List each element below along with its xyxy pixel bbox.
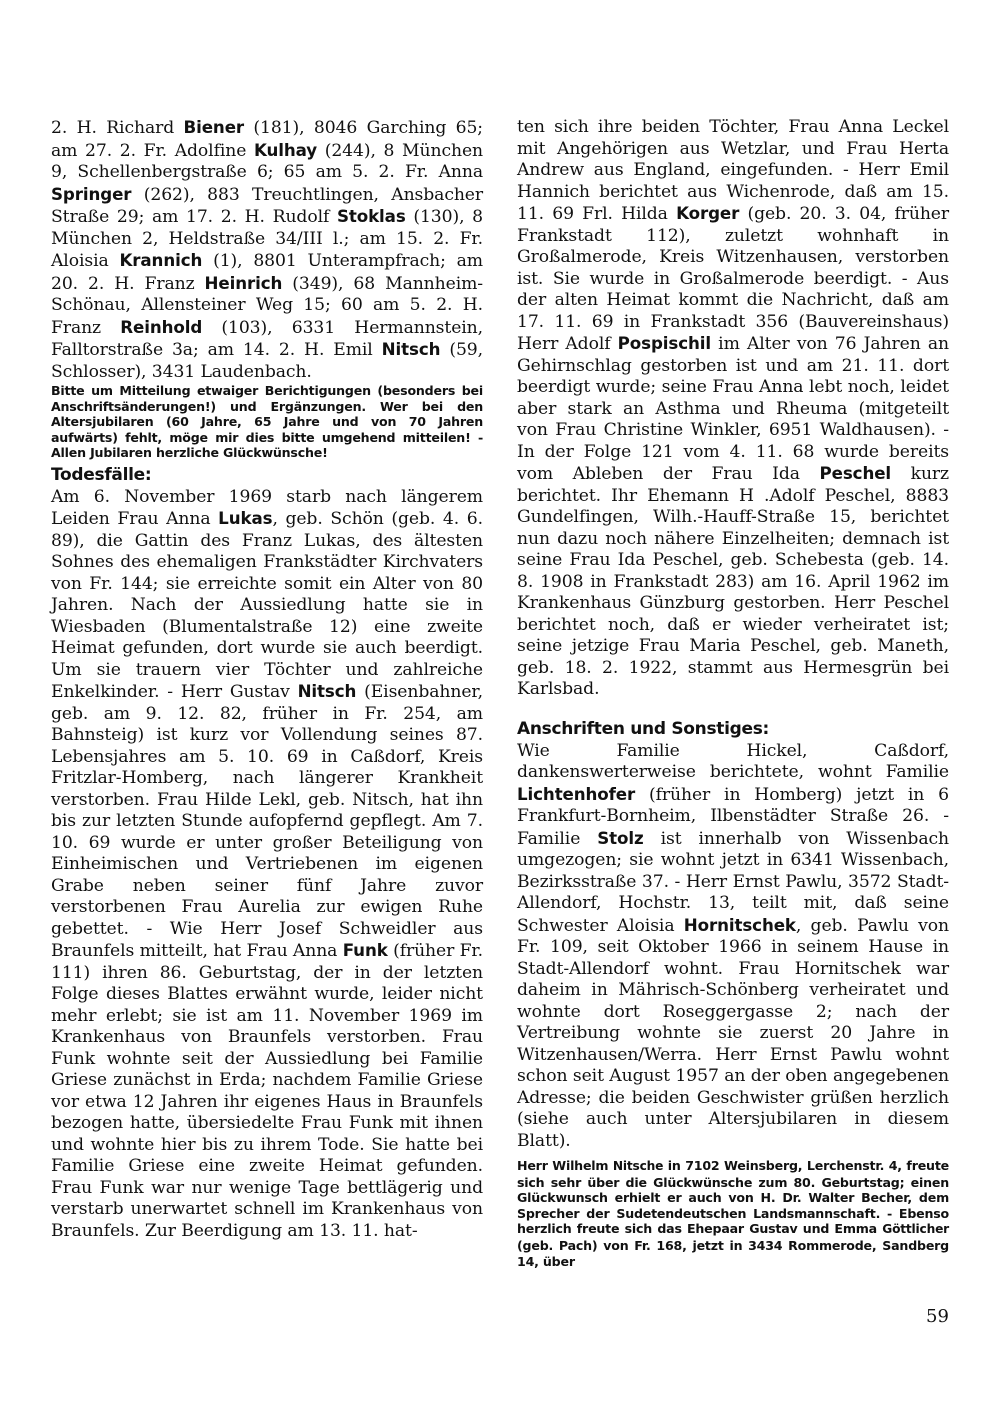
addresses-paragraph: Wie Familie Hickel, Caßdorf, dankenswerterweise berichtete, wohnt Familie Lichtenhofer (früher in Homberg) jetzt in 6 Frankfurt-Bornheim, Ilbenstädter Straße 26. - Familie Stolz ist innerhalb von Wissenbach umgezogen; sie wohnt jetzt in 6341 Wissenbach, Bezirksstraße 37. - Herr Ernst Pawlu, 3572 Stadt-Allendorf, Hochstr. 13, teilt mit, daß seine Schwester Aloisia Hornitschek, geb. Pawlu von Fr. 109, seit Oktober 1966 in seinem Hause in Stadt-Allendorf wohnt. Frau Hornitschek war daheim in Mährisch-Schönberg verheiratet und wohnte dort Roseggergasse 2; nach der Vertreibung wohnte sie zuerst 20 Jahre in Witzenhausen/Werra. Herr Ernst Pawlu wohnt schon seit August 1957 an der oben angegebenen Adresse; die beiden Geschwister grüßen herzlich (siehe auch unter Altersjubilaren in diesem Blatt). — [517, 740, 949, 1151]
bold-name: Peschel — [819, 464, 892, 483]
bold-name: Nitsch — [381, 340, 441, 359]
deaths-continued-paragraph: ten sich ihre beiden Töchter, Frau Anna Leckel mit Angehörigen aus Wetzlar, und Frau Herta Andrew aus England, eingefunden. - Herr Emil Hannich berichtet aus Wichenrode, daß am 15. 11. 69 Frl. Hilda Korger (geb. 20. 3. 04, früher Frankstadt 112), zuletzt wohnhaft in Großalmerode, Kreis Witzenhausen, verstorben ist. Sie wurde in Großalmerode beerdigt. - Aus der alten Heimat kommt die Nachricht, daß am 17. 11. 69 in Frankstadt 356 (Bauvereinshaus) Herr Adolf Pospischil im Alter von 76 Jahren an Gehirnschlag gestorben ist und am 21. 11. dort beerdigt wurde; seine Frau Anna lebt noch, leidet aber stark an Asthma und Rheuma (mitgeteilt von Frau Christine Winkler, 6951 Waldhausen). - In der Folge 121 vom 4. 11. 68 wurde bereits vom Ableben der Frau Ida Peschel kurz berichtet. Ihr Ehemann H .Adolf Peschel, 8883 Gundelfingen, Wilh.-Hauff-Straße 15, berichtet nun dazu noch nähere Einzelheiten; demnach ist seine Frau Ida Peschel, geb. Schebesta (geb. 14. 8. 1908 in Frankstadt 283) am 16. April 1962 im Krankenhaus Günzburg gestorben. Herr Peschel berichtet noch, daß er wieder verheiratet ist; seine jetzige Frau Maria Peschel, geb. Maneth, geb. 18. 2. 1922, stammt aus Hermesgrün bei Karlsbad. — [517, 117, 949, 699]
bold-name: Lukas — [218, 509, 273, 529]
final-small-paragraph: Herr Wilhelm Nitsche in 7102 Weinsberg, Lerchenstr. 4, freute sich sehr über die Glückwünsche zum 80. Geburtstag; einen Glückwunsch erhielt er auch von H. Dr. Walter Becher, dem Sprecher der Sudetendeutschen Landsmannschaft. - Ebenso herzlich freute sich das Ehepaar Gustav und Emma Göttlicher (geb. Pach) von Fr. 168, jetzt in 3434 Rommerode, Sandberg 14, über — [517, 1158, 949, 1269]
deaths-paragraph: Am 6. November 1969 starb nach längerem Leiden Frau Anna Lukas, geb. Schön (geb. 4. 6. 89), die Gattin des Franz Lukas, des ältesten Sohnes des ehemaligen Frankstädter Kirchvaters von Fr. 144; sie erreichte somit ein Alter von 80 Jahren. Nach der Aussiedlung hatte sie in Wiesbaden (Blumentalstraße 12) eine zweite Heimat gefunden, dort wurde sie auch beerdigt. Um sie trauern vier Töchter und zahlreiche Enkelkinder. - Herr Gustav Nitsch (Eisenbahner, geb. am 9. 12. 82, früher in Fr. 254, am Bahnsteig) ist kurz vor Vollendung seines 87. Lebensjahres am 5. 10. 69 in Caßdorf, Kreis Fritzlar-Homberg, nach längerer Krankheit verstorben. Frau Hilde Lekl, geb. Nitsch, hat ihn bis zur letzten Stunde aufopfernd gepflegt. Am 7. 10. 69 wurde er unter großer Beteiligung von Einheimischen und Vertriebenen im eigenen Grabe neben seiner fünf Jahre zuvor verstorbenen Frau Aurelia zur ewigen Ruhe gebettet. - Wie Herr Josef Schweidler aus Braunfels mitteilt, hat Frau Anna Funk (früher Fr. 111) ihren 86. Geburtstag, der in der letzten Folge dieses Blattes erwähnt wurde, leider nicht mehr erlebt; sie ist am 11. November 1969 im Krankenhaus von Braunfels verstorben. Frau Funk wohnte seit der Aussiedlung bei Familie Griese zunächst in Erda; nachdem Familie Griese vor etwa 12 Jahren ihr eigenes Haus in Braunfels bezogen hatte, übersiedelte Frau Funk mit ihnen und wohnte hier bis zu ihrem Tode. Sie hatte bei Familie Griese eine zweite Heimat gefunden. Frau Funk war nur wenige Tage bettlägerig und verstarb unerwartet schnell im Krankenhaus von Braunfels. Zur Beerdigung am 13. 11. hat- — [51, 486, 483, 1241]
left-column — [51, 117, 483, 1242]
right-column — [517, 117, 949, 1269]
bold-name: Korger — [676, 204, 740, 223]
bold-name: Stoklas — [336, 207, 406, 226]
bold-name: Hornitschek — [683, 915, 796, 935]
addresses-heading: Anschriften und Sonstiges: — [517, 718, 770, 739]
bold-name: Nitsche — [612, 1159, 664, 1173]
birthdays-paragraph: 2. H. Richard Biener (181), 8046 Garching 65; am 27. 2. Fr. Adolfine Kulhay (244), 8 München 9, Schellenbergstraße 6; 65 am 5. 2. Fr. Anna Springer (262), 883 Treuchtlingen, Ansbacher Straße 29; am 17. 2. H. Rudolf Stoklas (130), 8 München 2, Heldstraße 34/III l.; am 15. 2. Fr. Aloisia Krannich (1), 8801 Unterampfrach; am 20. 2. H. Franz Heinrich (349), 68 Mannheim-Schönau, Allensteiner Weg 15; 60 am 5. 2. H. Franz Reinhold (103), 6331 Hermannstein, Falltorstraße 3a; am 14. 2. H. Emil Nitsch (59, Schlosser), 3431 Laudenbach. — [51, 118, 484, 382]
bold-name: Kulhay — [253, 140, 318, 160]
page-number: 59 — [926, 1306, 949, 1327]
bold-name: Göttlicher — [882, 1222, 949, 1237]
bold-name: Pospischil — [617, 334, 712, 353]
bold-name: Springer — [51, 184, 132, 204]
notice-paragraph: Bitte um Mitteilung etwaiger Berichtigungen (besonders bei Anschriftsänderungen!) und Ergänzungen. Wer bei den Altersjubilaren (60 Jahre, 65 Jahre und von 70 Jahren aufwärts) fehlt, möge mir dies bitte umgehend mitteilen! - Allen Jubilaren herzliche Glückwünsche! — [51, 383, 483, 461]
deaths-heading: Todesfälle: — [51, 464, 152, 485]
section-spacer — [517, 701, 949, 715]
bold-name: Lichtenhofer — [517, 784, 636, 804]
bold-name: Heinrich — [204, 273, 283, 293]
bold-name: Nitsch — [297, 682, 357, 702]
bold-name: Biener — [183, 118, 245, 137]
bold-name: Funk — [342, 941, 388, 961]
bold-name: Reinhold — [120, 317, 203, 337]
bold-name: Krannich — [119, 251, 203, 270]
bold-name: Stolz — [597, 828, 644, 848]
